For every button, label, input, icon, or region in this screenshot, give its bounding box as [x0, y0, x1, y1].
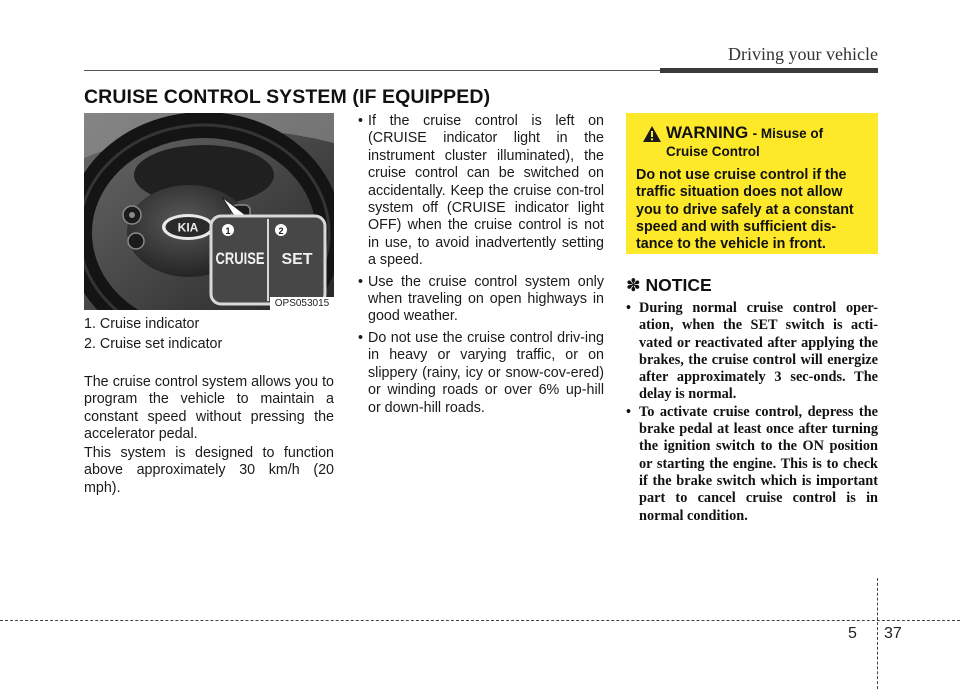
steering-wheel-image [84, 113, 334, 310]
warning-box [626, 113, 878, 254]
cruise-button-label: CRUISE [215, 250, 265, 269]
set-button-label: SET [281, 251, 313, 268]
cruise-usage-list [358, 113, 604, 421]
chapter-number: 5 [848, 625, 857, 642]
warning-subtitle: - Misuse of Cruise Control [666, 126, 824, 159]
bullet-symbol: • [626, 403, 632, 420]
bullet-symbol: • [626, 300, 632, 316]
warning-text: Do not use cruise control if the traffic situation does not allow you to drive safely at a constant speed and with sufficient dis-tance to the vehicle in front. [636, 167, 854, 253]
caption-cruise-set-indicator: 2. Cruise set indicator [84, 336, 223, 352]
bullet-text: If the cruise control is left on (CRUISE indicator light in the instrument cluster illuminated), the cruise control can be switched on accidentally. Keep the cruise con-trol system off (CRUISE indicator light OFF) when the cruise control is not in use, to avoid inadvertently setting a speed. [368, 113, 604, 269]
callout-1: 1 [225, 226, 231, 236]
header-rule-accent [660, 68, 878, 73]
notice-text: To activate cruise control, depress the brake pedal at least once after turning the ignition switch to the ON position or starting the engine. This is to check if the brake switch which is important part to cancel cruise control is in normal condition. [639, 403, 878, 524]
list-item [626, 300, 878, 404]
notice-icon: ✽ [626, 275, 641, 295]
bullet-symbol: • [358, 329, 364, 346]
list-item [358, 113, 604, 270]
footer-rule [0, 620, 960, 621]
notice-text: During normal cruise control oper-ation, when the SET switch is acti-vated or reactivated after applying the brakes, the cruise control will energize after approximately 3 sec-onds. The delay is normal. [639, 300, 878, 403]
bullet-symbol: • [358, 273, 364, 290]
notice-list [626, 300, 878, 525]
bullet-text: Do not use the cruise control driv-ing in heavy or varying traffic, or on slippery (rainy, icy or snow-cov-ered) or winding roads or over 6% up-hill or down-hill roads. [368, 329, 604, 416]
warning-label: WARNING [666, 123, 749, 142]
bullet-text: Use the cruise control system only when traveling on open highways in good weather. [368, 273, 604, 325]
list-item [626, 404, 878, 525]
warning-triangle-icon [642, 125, 662, 143]
function-paragraph: This system is designed to function above approximately 30 km/h (20 mph). [84, 445, 334, 496]
callout-2: 2 [278, 226, 284, 236]
bullet-symbol: • [358, 113, 364, 129]
list-item [358, 330, 604, 417]
section-header: Driving your vehicle [728, 44, 878, 64]
list-item [358, 274, 604, 326]
page-title: CRUISE CONTROL SYSTEM (IF EQUIPPED) [84, 86, 491, 108]
notice-heading [626, 275, 712, 296]
brand-logo: KIA [177, 220, 199, 235]
steering-wheel-illustration [84, 113, 334, 310]
footer-divider [877, 578, 878, 689]
notice-title: NOTICE [645, 275, 712, 295]
figure-code: OPS053015 [270, 297, 334, 310]
page-number: 37 [884, 625, 902, 642]
intro-paragraph: The cruise control system allows you to program the vehicle to maintain a constant speed without pressing the accelerator pedal. [84, 374, 334, 443]
caption-cruise-indicator: 1. Cruise indicator [84, 316, 200, 332]
warning-header [636, 123, 868, 161]
